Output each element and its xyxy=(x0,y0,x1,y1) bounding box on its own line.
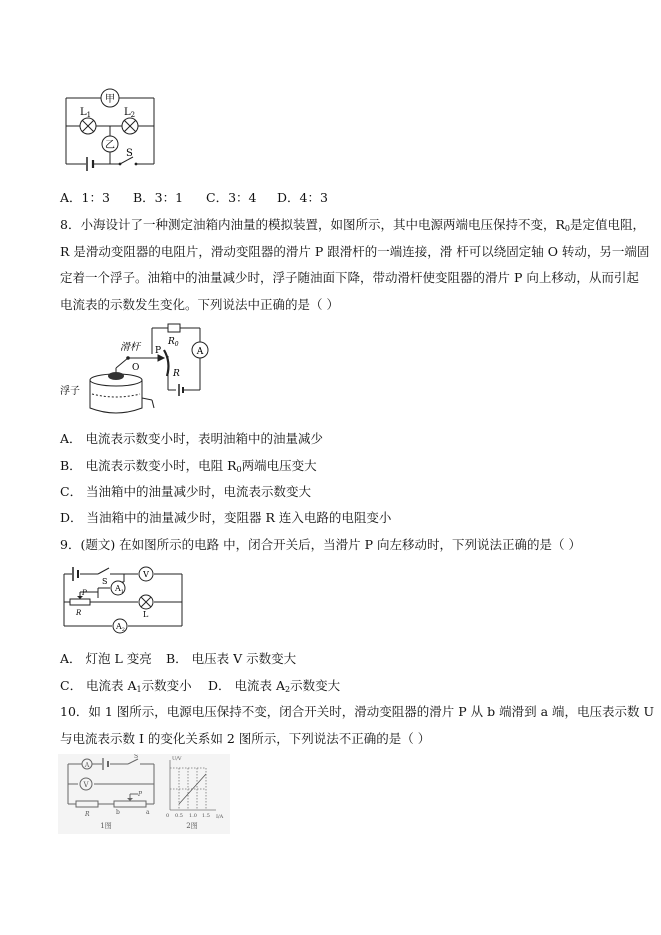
float-label: 浮子 xyxy=(60,386,80,397)
q9-stem: 9．(题文) 在如图所示的电路 中，闭合开关后，当滑片 P 向左移动时，下列说法正确的是（ ） xyxy=(60,537,581,552)
fig2-caption: 2图 xyxy=(186,822,198,830)
r0-label: $R_0$ xyxy=(168,337,179,348)
q7-option-c: C．3：4 xyxy=(206,190,257,205)
ammeter-a1-label: $A_1$ xyxy=(115,584,124,595)
q9-slider-p-label: P xyxy=(82,589,87,597)
fig2-ylabel: U/V xyxy=(172,756,182,762)
q8-stem-line3: 定着一个浮子。油箱中的油量减少时，浮子随油面下降，带动滑杆使变阻器的滑片 P 向上移动，从而引起 xyxy=(60,270,639,285)
q8-option-d: D． 当油箱中的油量减少时，变阻器 R 连入电路的电阻变小 xyxy=(60,510,392,525)
meter-jia-label: 甲 xyxy=(105,94,115,105)
ammeter-a2-label: $A_2$ xyxy=(116,622,125,633)
q10-ammeter-label: A xyxy=(84,762,90,769)
q9-option-a: A． 灯泡 L 变亮 xyxy=(60,651,152,666)
pivot-o-label: O xyxy=(132,363,140,373)
q10-b-end-label: b xyxy=(116,809,120,816)
q9-option-d: D． 电流表 $A_2$示数变大 xyxy=(208,678,341,694)
rod-label: 滑杆 xyxy=(120,342,140,353)
q9-rheostat-r-label: R xyxy=(76,609,82,617)
lamp2-label: $L_2$ xyxy=(124,107,136,119)
q7-circuit-figure xyxy=(58,84,170,172)
q9-option-b: B． 电压表 V 示数变大 xyxy=(166,651,297,666)
q8-stem-line1: 8．小海设计了一种测定油箱内油量的模拟装置，如图所示，其中电源两端电压保持不变，$R_0$是定值电阻， xyxy=(60,217,645,233)
lamp-l-label: L xyxy=(143,610,149,619)
q10-figures xyxy=(58,754,230,834)
ammeter-label: A xyxy=(196,347,204,357)
q8-option-c: C． 当油箱中的油量减少时，电流表示数变大 xyxy=(60,484,312,499)
fig2-origin: 0 xyxy=(166,813,170,819)
q10-a-end-label: a xyxy=(146,809,150,816)
q10-r-label: R xyxy=(85,811,90,818)
switch-label: S xyxy=(126,148,133,159)
q9-switch-label: S xyxy=(102,577,108,586)
fig2-xlabel: I/A xyxy=(216,814,224,820)
lamp1-label: $L_1$ xyxy=(80,107,92,119)
q8-option-a: A． 电流表示数变小时，表明油箱中的油量减少 xyxy=(60,431,324,446)
fig2-tick: 0.5 xyxy=(175,813,183,819)
resistor-r-label: R xyxy=(173,369,180,379)
q10-voltmeter-label: V xyxy=(83,781,89,789)
q10-stem-line1: 10．如 1 图所示，电源电压保持不变，闭合开关时，滑动变阻器的滑片 P 从 b 端滑到 a 端，电压表示数 U xyxy=(60,704,655,719)
q10-stem-line2: 与电流表示数 I 的变化关系如 2 图所示，下列说法不正确的是（ ） xyxy=(60,731,431,746)
q7-option-a: A．1：3 xyxy=(60,190,110,205)
fig1-caption: 1图 xyxy=(100,822,112,830)
fig2-tick: 1.0 xyxy=(189,813,197,819)
q7-option-b: B．3：1 xyxy=(133,190,184,205)
q7-option-d: D．4：3 xyxy=(277,190,328,205)
q8-option-b: B． 电流表示数变小时，电阻 $R_0$两端电压变大 xyxy=(60,458,317,474)
meter-yi-label: 乙 xyxy=(105,140,115,151)
q9-circuit-figure xyxy=(58,562,190,636)
q8-oil-gauge-figure xyxy=(58,318,218,420)
q10-switch-label: S xyxy=(134,754,139,760)
voltmeter-v-label: V xyxy=(143,570,149,579)
fig2-tick: 1.5 xyxy=(202,813,210,819)
q9-option-c: C． 电流表 $A_1$示数变小 xyxy=(60,678,192,694)
slider-p-label: P xyxy=(155,346,162,356)
q8-stem-line2: R 是滑动变阻器的电阻片，滑动变阻器的滑片 P 跟滑杆的一端连接，滑 杆可以绕固定轴 O 转动，另一端固 xyxy=(60,244,650,259)
q10-p-label: P xyxy=(138,791,143,798)
q8-stem-line4: 电流表的示数发生变化。下列说法中正确的是（ ） xyxy=(60,297,339,312)
